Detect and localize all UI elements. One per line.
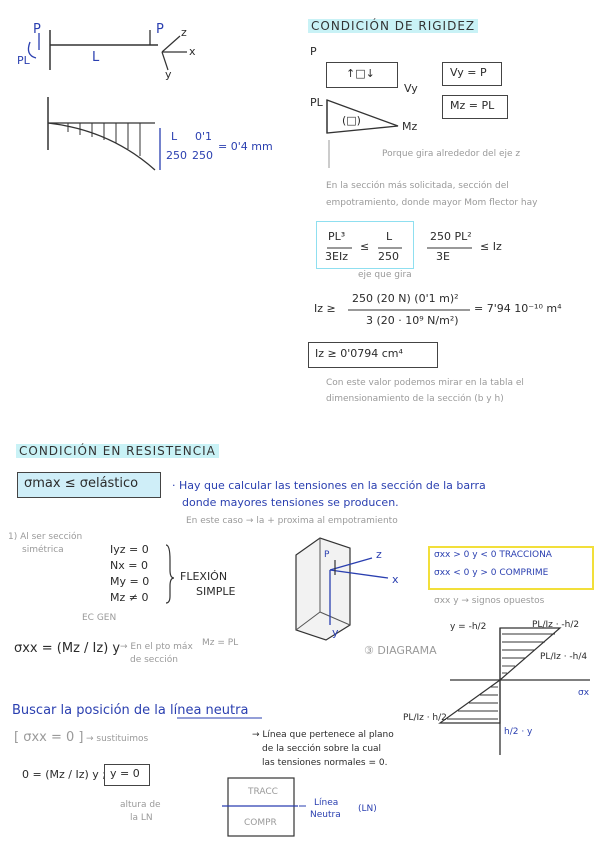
pto-max-1: → En el pto máx [120,642,193,652]
load-p-left: P [33,22,41,37]
deflection-num2: 0'1 [195,130,213,143]
para-line-1: En la sección más solicitada, sección del [326,181,509,191]
mz-equation: Mz = PL [450,99,495,112]
ineq2-num: 250 PL² [430,230,472,243]
ineq-left-num: PL³ [328,230,346,243]
deflection-den: 250 [166,149,187,162]
bullet-line-1: · Hay que calcular las tensiones en la sección de la barra [172,479,486,492]
linea-def-3: las tensiones normales = 0. [262,758,388,768]
y-zero: y = 0 [110,767,140,780]
iz-result: = 7'94 10⁻¹⁰ m⁴ [474,302,562,315]
pl-bot-label: PL/Iz · h/2 [403,713,447,723]
deflection-den2: 250 [192,149,213,162]
vy-label: Vy [404,82,418,95]
flexion-line-2: SIMPLE [196,585,236,598]
moment-pl-label: PL [17,54,30,67]
sigma-axis-label: σx [578,688,590,698]
note-gira: Porque gira alrededor del eje z [382,149,521,159]
ineq2-den: 3E [436,250,450,263]
load-p-right: P [156,22,164,37]
eje-gira-note: eje que gira [358,270,412,280]
h2y-label: h/2 · y [504,727,533,737]
sigma-xx-formula: σxx = (Mz / Iz) y [14,641,121,656]
ln-abbr: (LN) [358,804,377,814]
linea-def-1: → Línea que pertenece al plano [252,730,394,740]
section-axis-y: y [332,626,339,639]
beam-length-label: L [92,50,100,65]
iyz-eq: Iyz = 0 [110,543,149,556]
iz-denominator: 3 (20 · 10⁹ N/m²) [366,314,459,327]
para-line-2: empotramiento, donde mayor Mom flector hay [326,198,538,208]
ineq-le: ≤ [360,240,370,253]
axis-x-label: x [189,45,196,58]
axis-y-label: y [165,68,172,81]
linea-def-2: de la sección sobre la cual [262,744,382,754]
mz-eq: Mz ≠ 0 [110,591,149,604]
sigma-condition: σmax ≤ σelástico [24,476,139,491]
ineq-left-den: 3EIz [325,250,348,263]
pto-max-2: de sección [130,655,178,665]
para-line-3: Con este valor podemos mirar en la tabla el [326,378,524,388]
section-load-p: P [324,550,330,560]
sym-note-1: 1) Al ser sección [8,532,83,542]
iz-lhs: Iz ≥ [314,302,336,315]
ineq2-rhs: ≤ Iz [480,240,502,253]
section-axis-x: x [392,573,399,586]
nx-eq: Nx = 0 [110,559,148,572]
mz-label: Mz [402,120,418,133]
rigidez-title: CONDICIÓN DE RIGIDEZ [308,19,478,33]
ln-line-1: Línea [314,798,339,808]
para-line-4: dimensionamiento de la sección (b y h) [326,394,504,404]
mz-pl-note: Mz = PL [202,638,239,648]
ec-gen-note: EC GEN [82,613,117,623]
comprime-rule: σxx < 0 y > 0 COMPRIME [434,568,549,578]
zero-equation: 0 = (Mz / Iz) y ; [22,768,106,781]
ineq-right-num: L [386,230,393,243]
y-top-label: y = -h/2 [450,622,487,632]
shear-box-symbol: ↑□↓ [346,67,375,80]
pl-mid-label: PL/Iz · -h/4 [540,652,588,662]
altura-1: altura de [120,800,161,810]
moment-box-symbol: (□) [342,114,361,127]
deflection-result: = 0'4 mm [218,140,273,153]
rigidez-pl-label: PL [310,96,323,109]
flexion-line-1: FLEXIÓN [180,570,228,583]
axis-z-label: z [181,26,187,39]
tracc-label: TRACC [248,787,278,797]
vy-equation: Vy = P [450,66,487,79]
my-eq: My = 0 [110,575,150,588]
deflection-num: L [171,130,178,143]
iz-numerator: 250 (20 N) (0'1 m)² [352,292,459,305]
altura-2: la LN [130,813,153,823]
rigidez-p-label: P [310,45,317,58]
diagrama-label: ③ DIAGRAMA [364,644,437,657]
pl-top-label: PL/Iz · -h/2 [532,620,580,630]
tracciona-rule: σxx > 0 y < 0 TRACCIONA [434,550,552,560]
signos-opuestos: σxx y → signos opuestos [434,596,545,606]
compr-label: COMPR [244,818,277,828]
ln-line-2: Neutra [310,810,341,820]
section-axis-z: z [376,548,382,561]
bullet-line-2: donde mayores tensiones se producen. [182,496,399,509]
buscar-ln-heading: Buscar la posición de la línea neutra [12,703,249,718]
sustituimos: → sustituimos [86,734,149,744]
resistencia-title: CONDICIÓN EN RESISTENCIA [16,444,219,458]
sxx-zero: [ σxx = 0 ] [14,730,84,745]
iz-final: Iz ≥ 0'0794 cm⁴ [315,347,403,360]
ineq-right-den: 250 [378,250,399,263]
bullet-line-3: En este caso → la + proxima al empotramiento [186,516,398,526]
sym-note-2: simétrica [22,545,64,555]
